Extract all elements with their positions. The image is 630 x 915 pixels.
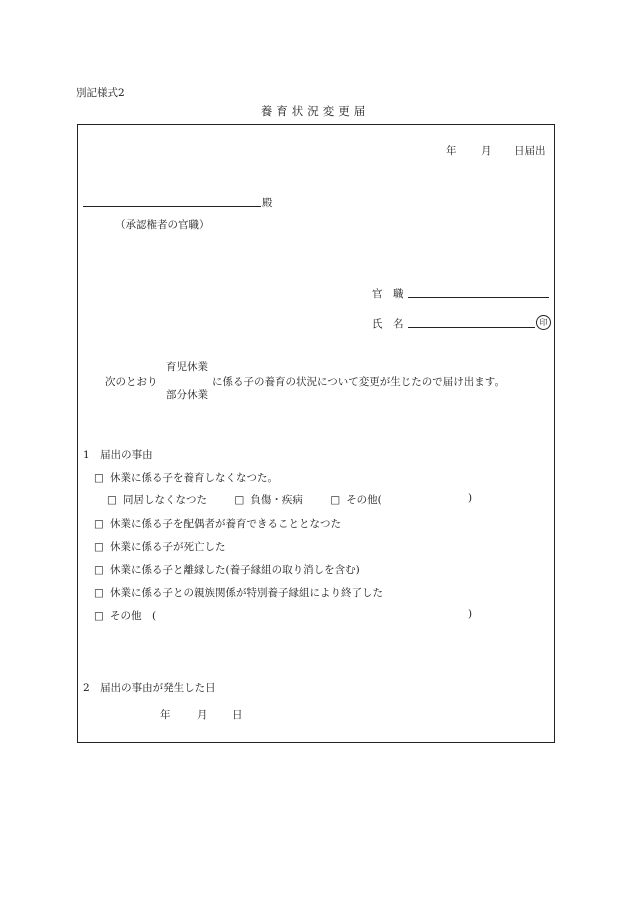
reason-item-special-adoption[interactable]	[94, 585, 383, 600]
reason-label: 休業に係る子が死亡した	[110, 541, 226, 553]
checkbox-icon[interactable]: □	[94, 564, 104, 576]
sub-reason-other: その他(	[346, 494, 382, 506]
checkbox-icon[interactable]: □	[94, 518, 104, 530]
occurrence-year-label: 年	[160, 709, 171, 721]
reason-item-other[interactable]	[94, 608, 156, 623]
occurrence-day-label: 日	[232, 709, 243, 721]
occurrence-month-label: 月	[197, 709, 208, 721]
name-blank-line[interactable]	[408, 327, 535, 328]
reason-item-child-died[interactable]	[94, 539, 226, 554]
reason-item-spouse-can-raise[interactable]	[94, 516, 341, 531]
other-reason-close: )	[468, 608, 473, 620]
reason-label: 休業に係る子を配偶者が養育できることとなつた	[110, 518, 341, 530]
statement-prefix: 次のとおり	[105, 376, 158, 388]
submission-month-label: 月	[481, 145, 492, 157]
seal-mark-icon: 印	[536, 315, 551, 330]
sub-reason-not-cohabiting: 同居しなくなつた	[123, 494, 207, 506]
checkbox-icon[interactable]: □	[94, 472, 104, 484]
leave-type-childcare[interactable]: 育児休業	[166, 361, 208, 373]
reason-label: 休業に係る子との親族関係が特別養子縁組により終了した	[110, 587, 383, 599]
reason-label: 休業に係る子を養育しなくなつた。	[110, 472, 278, 484]
checkbox-icon[interactable]: □	[330, 494, 341, 506]
addressee-note: （承認権者の官職）	[115, 219, 210, 231]
statement-body: に係る子の養育の状況について変更が生じたので届け出ます。	[212, 376, 505, 388]
sub-reason-injury-illness: 負傷・疾病	[250, 494, 303, 506]
checkbox-icon[interactable]: □	[107, 494, 117, 506]
sub-reason-row	[107, 492, 382, 507]
position-blank-line[interactable]	[408, 297, 549, 298]
checkbox-icon[interactable]: □	[94, 587, 104, 599]
submission-day-label: 日届出	[514, 145, 546, 157]
checkbox-icon[interactable]: □	[234, 494, 245, 506]
reason-label: 休業に係る子と離縁した(養子縁組の取り消しを含む)	[110, 564, 360, 576]
addressee-blank-line[interactable]	[83, 206, 261, 207]
checkbox-icon[interactable]: □	[94, 541, 104, 553]
form-number-label: 別記様式2	[76, 87, 125, 99]
submission-year-label: 年	[446, 145, 457, 157]
reason-item-no-longer-raising[interactable]	[94, 470, 278, 485]
honorific-label: 殿	[262, 197, 273, 209]
section1-title: 1 届出の事由	[83, 449, 153, 461]
reason-label: その他 (	[110, 610, 157, 622]
checkbox-icon[interactable]: □	[94, 610, 104, 622]
reason-item-dissolved-adoption[interactable]	[94, 562, 360, 577]
section2-title: 2 届出の事由が発生した日	[83, 682, 216, 694]
name-label: 氏 名	[372, 318, 404, 330]
document-title: 養育状況変更届	[260, 104, 370, 118]
position-label: 官 職	[372, 288, 404, 300]
leave-type-partial[interactable]: 部分休業	[166, 389, 208, 401]
sub-reason-other-close: )	[468, 492, 473, 504]
